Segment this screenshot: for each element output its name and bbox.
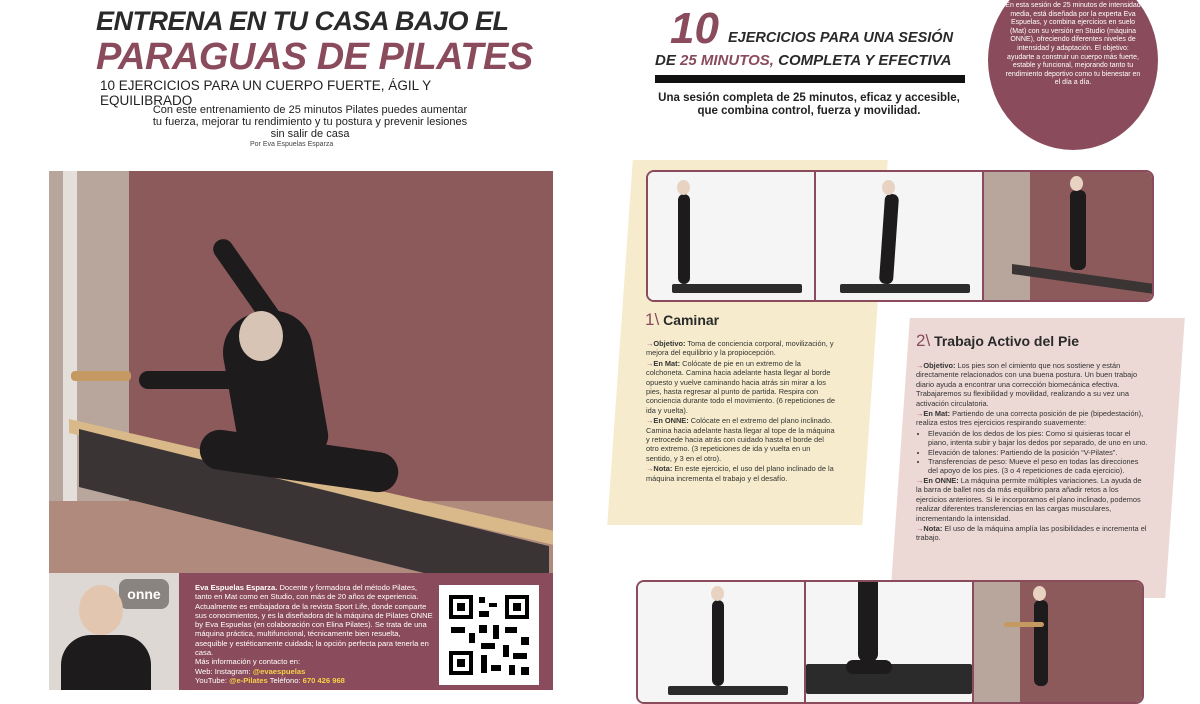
figure-head [1070,176,1083,191]
bio-phone[interactable]: 670 426 968 [302,675,345,685]
ballet-bar [71,371,131,381]
exercise2-title [916,331,1156,351]
right-intro: Una sesión completa de 25 minutos, eficaz y accesible, que combina control, fuerza y movilidad. [658,92,960,117]
mat [840,284,970,293]
bio-text [195,583,433,685]
exercise2-number: 2\ [916,331,931,350]
exercise1-objetivo: Toma de conciencia corporal, movilización, y mejora del equilibrio y la propiocepción. [646,339,834,358]
photo-frame-4 [638,582,806,702]
exercise1-mat: Colócate de pie en un extremo de la colchoneta. Camina hacia adelante hasta llegar al borde opuesto y vuelve caminando hacia atrás sin mirar a los pies, hasta regresar al punto de partida. Respira con conciencia durante todo el movimiento. (6 repeticiones de ida y vuelta). [646,358,835,415]
mat-label: En Mat: [923,409,951,419]
heading-post: COMPLETA Y EFECTIVA [778,52,952,69]
mat [668,686,788,695]
exercise2-name: Trabajo Activo del Pie [934,333,1080,349]
exercise2-mat: Partiendo de una correcta posición de pie (bipedestación), realiza estos tres ejercicios respirando suavemente: [916,409,1144,428]
right-heading-line2 [655,52,951,69]
article-subtitle: 10 EJERCICIOS PARA UN CUERPO FUERTE, ÁGIL Y EQUILIBRADO [100,78,431,108]
bio-web-label: Web: [195,666,213,676]
figure-head [711,586,724,601]
exercise2-body: →Objetivo: Los pies son el cimiento que nos sostiene y están directamente relacionados con una buena postura. Un buen trabajo diario ayuda a encontrar una corrección biomecánica efectiva. Trabajaremos su flexibilidad y movilidad, realizando a su vez una activación circulatoria. →En Mat: Partiendo de una correcta posición de pie (bipedestación), realiza estos tres ejercicios respirando suavemente: • Elevación de los dedos de los pies: Como si quisieras tocar el piano, intenta subir y bajar los dedos por separado, de uno en uno. • Elevación de talones: Partiendo de la posición “V-Pilates”. • Transferencias de peso: Mueve el peso en todas las direcciones del apoyo de los pies. (3 o 4 repeticiones de cada ejercicio). →En ONNE: La máquina permite múltiples variaciones. La ayuda de la barra de ballet nos da más equilibrio para añadir retos a los ejercicios anteriores. Si le incorporamos el plano inclinado, podemos realizar diferentes transferencias en las cargas musculares, incrementando la intensidad. →Nota: El uso de la máquina amplía las posibilidades e incrementa el trabajo. [916,361,1148,544]
ballet-bar [1004,622,1044,627]
figure-standing [678,194,690,284]
info-circle-text: En esta sesión de 25 minutos de intensidad media, está diseñada por la experta Eva Espuelas, y combina ejercicios en suelo (Mat) con su versión en Studio (máquina ONNE), ofreciendo diferentes niveles de intensidad y adaptación. El objetivo: ayudarte a construir un cuerpo más fuerte, estable y funcional, mejorando tanto tu rendimiento deportivo como tu bienestar en el día a día. [1005,2,1141,87]
bio-instagram-label: Instagram: [214,666,251,676]
article-title-line1: ENTRENA EN TU CASA BAJO EL [96,6,509,36]
bio-name: Eva Espuelas Esparza. [195,583,278,592]
onne-label: En ONNE: [653,416,689,426]
bio-instagram-link[interactable]: @evaespuelas [252,666,306,676]
photo-frame-1 [648,172,816,300]
onne-logo: onne [119,579,169,609]
figure-standing [712,600,724,686]
mat-label: En Mat: [653,358,681,368]
figure-head [1033,586,1046,601]
bio-box [49,573,553,690]
right-heading-line1: EJERCICIOS PARA UNA SESIÓN [728,30,954,46]
exercise2-photo-strip [636,580,1144,704]
exercise1-photo-strip [646,170,1154,302]
article-title-line2: PARAGUAS DE PILATES [96,36,533,78]
exercise2-onne: La máquina permite múltiples variaciones. La ayuda de la barra de ballet nos da más equilibrio para añadir retos a los ejercicios anteriores. Si le incorporamos el plano inclinado, podemos realizar diferentes transferencias en las cargas musculares, incrementando la intensidad. [916,475,1142,523]
onne-label: En ONNE: [923,475,959,485]
bio-phone-label: Teléfono: [269,675,301,685]
bio-description: Docente y formadora del método Pilates, tanto en Mat como en Studio, con más de 20 años de experiencia. Actualmente es embajadora de la revista Sport Life, donde comparte sus conocimientos, y es la diseñadora de la máquina de Pilates ONNE by Eva Espuelas (en colaboración con Elina Pilates). Se trata de una máquina práctica, multifuncional, técnicamente bien resuelta, asequible y estéticamente cuidada; la opción perfecta para tenerla en casa. [195,583,433,658]
qr-code-icon[interactable] [439,585,539,685]
wall-panel [974,582,1020,702]
bio-youtube-link[interactable]: @e-Pilates [229,675,268,685]
figure-leg-closeup [858,582,878,662]
qr-code-graphic [439,585,539,685]
wall-panel [984,172,1030,300]
photo-frame-2 [816,172,984,300]
article-intro: Con este entrenamiento de 25 minutos Pilates puedes aumentar tu fuerza, mejorar tu rendimiento y tu postura y prevenir lesiones sin salir de casa [152,104,468,140]
photo-frame-5 [806,582,974,702]
figure-head [239,311,283,361]
figure-head [882,180,895,195]
mat [672,284,802,293]
bio-youtube-label: YouTube: [195,675,227,685]
bio-photo [49,573,179,690]
list-item: • Elevación de talones: Partiendo de la posición “V-Pilates”. [928,448,1148,457]
byline: Por Eva Espuelas Esparza [250,141,334,148]
heading-de: DE [655,52,676,69]
main-photo [49,171,553,573]
list-item: • Elevación de los dedos de los pies: Como si quisieras tocar el piano, intenta subir y bajar los dedos por separado, de uno en uno. [928,429,1148,448]
exercise2-objetivo: Los pies son el cimiento que nos sostiene y están directamente relacionados con una buena postura. Un buen trabajo diario ayuda a encontrar una corrección biomecánica efectiva. Trabajaremos su flexibilidad y movilidad, realizando a su vez una activación circulatoria. [916,361,1138,408]
figure-walking-board [1070,190,1086,270]
nota-label: Nota: [653,464,673,474]
figure-foot [846,660,892,674]
bio-head [79,585,123,635]
exercise1-onne: Colócate en el extremo del plano inclinado. Camina hacia adelante hasta llegar al tope de la máquina y retrocede hacia atrás con cuidado hasta el borde del otro extremo. (3 repeticiones de ida y vuelta en un sentido, y 3 en el otro). [646,416,835,463]
list-item: • Transferencias de peso: Mueve el peso en todas las direcciones del apoyo de los pies. (3 o 4 repeticiones de cada ejercicio). [928,457,1148,476]
figure-walking [879,194,899,285]
exercise1-number: 1\ [645,310,660,329]
figure-bar [1034,600,1048,686]
exercise-count: 10 [670,4,719,53]
bio-body [61,635,151,690]
exercise1-nota: En este ejercicio, el uso del plano inclinado de la máquina incrementa el trabajo y el desafío. [646,464,834,483]
bio-more: Más información y contacto en: [195,657,301,667]
exercise2-nota: El uso de la máquina amplía las posibilidades e incrementa el trabajo. [916,523,1147,543]
heading-accent: 25 MINUTOS, [680,52,774,69]
exercise2-bullets [916,429,1148,476]
figure-head [677,180,690,195]
figure-arm-bar [139,371,249,389]
photo-frame-6 [974,582,1142,702]
nota-label: Nota: [923,523,943,533]
photo-frame-3 [984,172,1152,300]
objetivo-label: Objetivo: [923,361,956,370]
exercise1-body: →Objetivo: Toma de conciencia corporal, movilización, y mejora del equilibrio y la propiocepción. →En Mat: Colócate de pie en un extremo de la colchoneta. Camina hacia adelante hasta llegar al borde opuesto y vuelve caminando hacia atrás sin mirar a los pies, hasta regresar al punto de partida. Respira con conciencia durante todo el movimiento. (6 repeticiones de ida y vuelta). →En ONNE: Colócate en el extremo del plano inclinado. Camina hacia adelante hasta llegar al tope de la máquina y retrocede hacia atrás con cuidado hasta el borde del otro extremo. (3 repeticiones de ida y vuelta en un sentido, y 3 en el otro). →Nota: En este ejercicio, el uso del plano inclinado de la máquina incrementa el trabajo y el desafío. [646,339,835,483]
exercise1-name: Caminar [663,312,720,328]
objetivo-label: Objetivo: [653,339,686,348]
heading-rule [655,75,965,83]
exercise1-title [645,310,845,330]
